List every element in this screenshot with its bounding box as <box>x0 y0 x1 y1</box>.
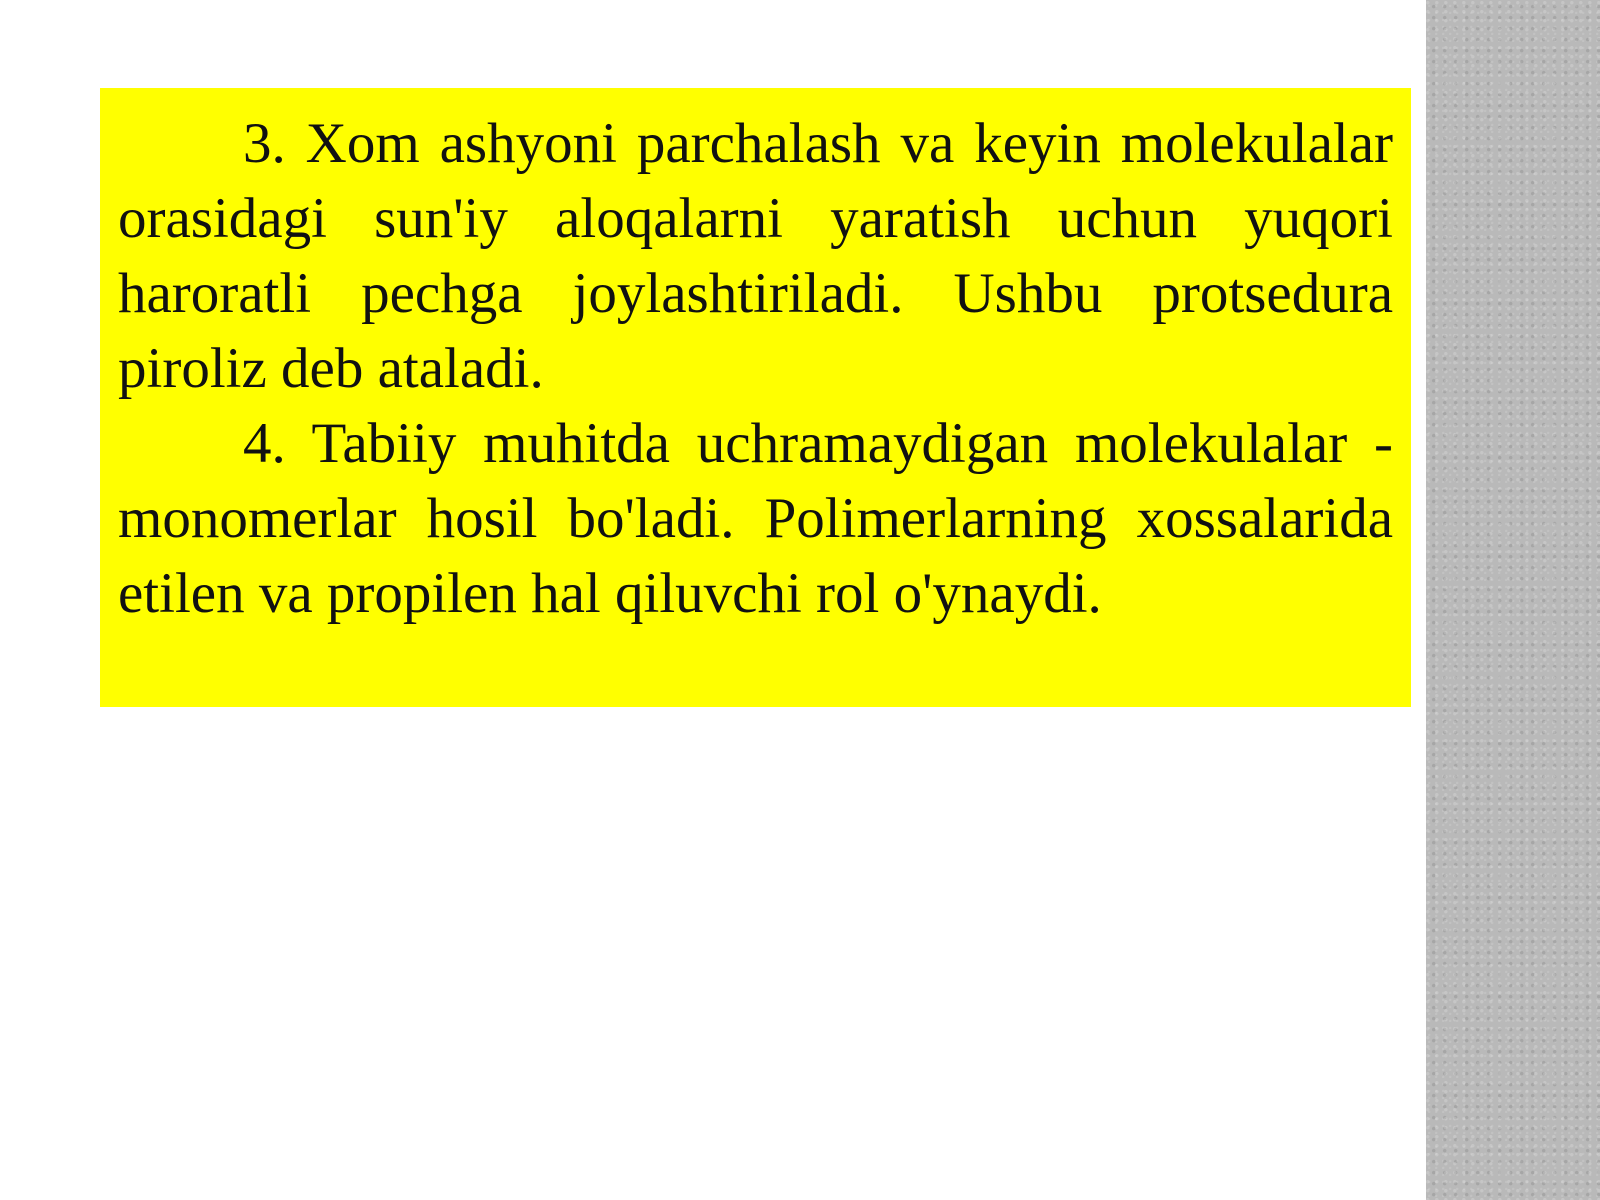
paragraph-4: 4. Tabiiy muhitda uchramaydigan molekulalar - monomerlar hosil bo'ladi. Polimerlarning xossalarida etilen va propilen hal qiluvchi rol o'ynaydi. <box>118 412 1393 625</box>
decorative-side-band <box>1426 0 1600 1200</box>
highlighted-text-box <box>100 88 1411 707</box>
paragraph-3: 3. Xom ashyoni parchalash va keyin molekulalar orasidagi sun'iy aloqalarni yaratish uchun yuqori haroratli pechga joylashtiriladi. Ushbu protsedura piroliz deb ataladi. <box>118 112 1393 400</box>
